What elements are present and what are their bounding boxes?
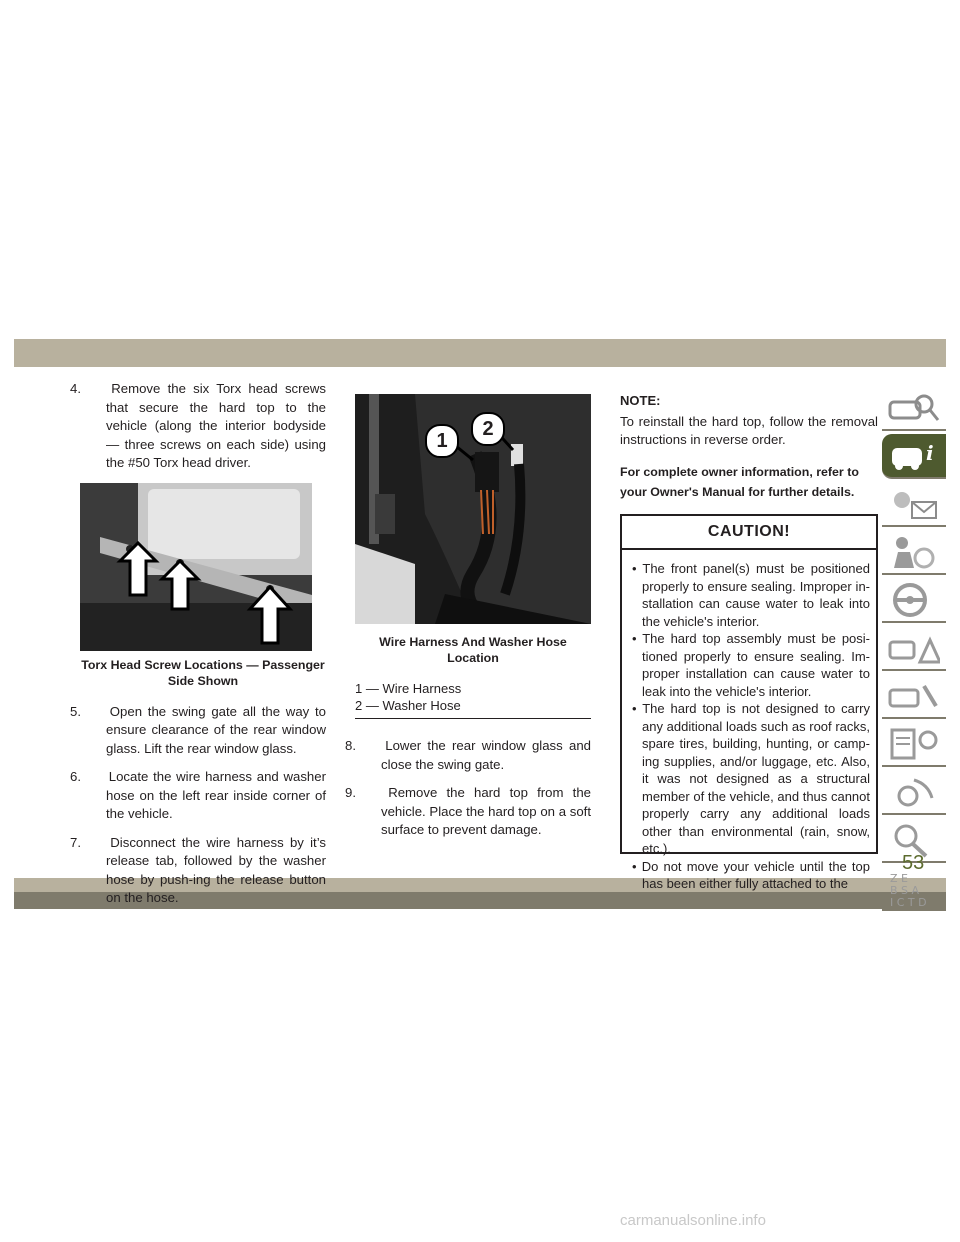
caution-item: • The hard top is not designed to carry any additional loads such as roof racks, spare tires, building, hunting, or camp-ing supplies, and/or luggage, etc. Also, it was not designed as a structural member of the vehicle, and thus cannot properly carry any additional loads other than environmental (rain, snow, etc.).	[632, 701, 870, 856]
tab-driving[interactable]	[882, 578, 946, 623]
svg-text:B S A: B S A	[890, 884, 920, 897]
caution-item: • The hard top assembly must be posi-tioned properly to ensure sealing. Im-proper installation can cause water to leak into the vehicle's interior.	[632, 631, 870, 699]
caution-item: • The front panel(s) must be positioned properly to ensure sealing. Improper in-stallation can cause water to leak into the vehicle's interior.	[632, 561, 870, 629]
svg-text:I C T D: I C T D	[890, 896, 927, 909]
safety-airbag-icon	[888, 534, 940, 570]
torx-screw-photo	[80, 483, 312, 651]
note-reference: For complete owner information, refer to your Owner's Manual for further details.	[620, 464, 859, 499]
svg-text:i: i	[926, 441, 934, 465]
step-4: 4. Remove the six Torx head screws that secure the hard top to the vehicle (along the interior bodyside — three screws on each side) using the #50 Torx head driver.	[70, 381, 326, 470]
footer-watermark: carmanualsonline.info	[620, 1212, 766, 1229]
tab-safety[interactable]	[882, 530, 946, 575]
caution-box	[620, 514, 878, 891]
caution-list	[630, 560, 870, 893]
tab-vehicle-info[interactable]	[882, 434, 946, 479]
tab-emergency[interactable]	[882, 626, 946, 671]
road-warning-icon	[888, 630, 940, 666]
vehicle-info-icon	[888, 438, 940, 474]
step-8: 8. Lower the rear window glass and close the swing gate.	[345, 738, 591, 772]
maintenance-schedule-icon	[888, 726, 940, 762]
note-body: To reinstall the hard top, follow the removal instructions in reverse order.	[620, 413, 878, 447]
tab-warning-lights[interactable]	[882, 482, 946, 527]
step-7: 7. Disconnect the wire harness by it’s release tab, followed by the washer hose by push-ing the release button on the hose.	[70, 834, 326, 905]
left-column	[70, 380, 326, 918]
alphabet-index-icon	[888, 870, 940, 910]
caution-item: • Do not move your vehicle until the top has been either fully attached to the	[632, 858, 870, 891]
figure2-caption: Wire Harness And Washer Hose Location	[379, 635, 567, 665]
step-6: 6. Locate the wire harness and washer hose on the left rear inside corner of the vehicle.	[70, 769, 326, 821]
figure2-legend: 1 — Wire Harness 2 — Washer Hose	[355, 680, 591, 719]
note-title: NOTE:	[620, 393, 661, 408]
warning-light-icon	[888, 486, 940, 522]
tab-vehicle-search[interactable]	[882, 386, 946, 431]
right-column	[620, 392, 878, 891]
figure1-caption: Torx Head Screw Locations — Passenger Side Shown	[81, 657, 325, 688]
vehicle-search-icon	[888, 390, 940, 426]
step-9: 9. Remove the hard top from the vehicle. Place the hard top on a soft surface to prevent damage.	[345, 785, 591, 837]
tab-multimedia[interactable]	[882, 770, 946, 815]
header-band	[14, 339, 946, 367]
callout-1: 1	[425, 424, 459, 458]
multimedia-icon	[888, 774, 940, 810]
step-5: 5. Open the swing gate all the way to ensure clearance of the rear window glass. Lift the rear window glass.	[70, 703, 326, 756]
chapter-tabs	[882, 386, 946, 914]
page-number: 53	[902, 852, 925, 874]
wire-harness-photo	[355, 394, 591, 624]
svg-text:Z E: Z E	[890, 872, 908, 885]
middle-column	[345, 394, 591, 850]
steering-wheel-icon	[888, 582, 940, 618]
caution-title: CAUTION!	[622, 516, 876, 551]
vehicle-service-icon	[888, 678, 940, 714]
tab-servicing[interactable]	[882, 674, 946, 719]
torx-screw-illustration	[80, 483, 312, 651]
tab-maintenance[interactable]	[882, 722, 946, 767]
callout-2: 2	[471, 412, 505, 446]
